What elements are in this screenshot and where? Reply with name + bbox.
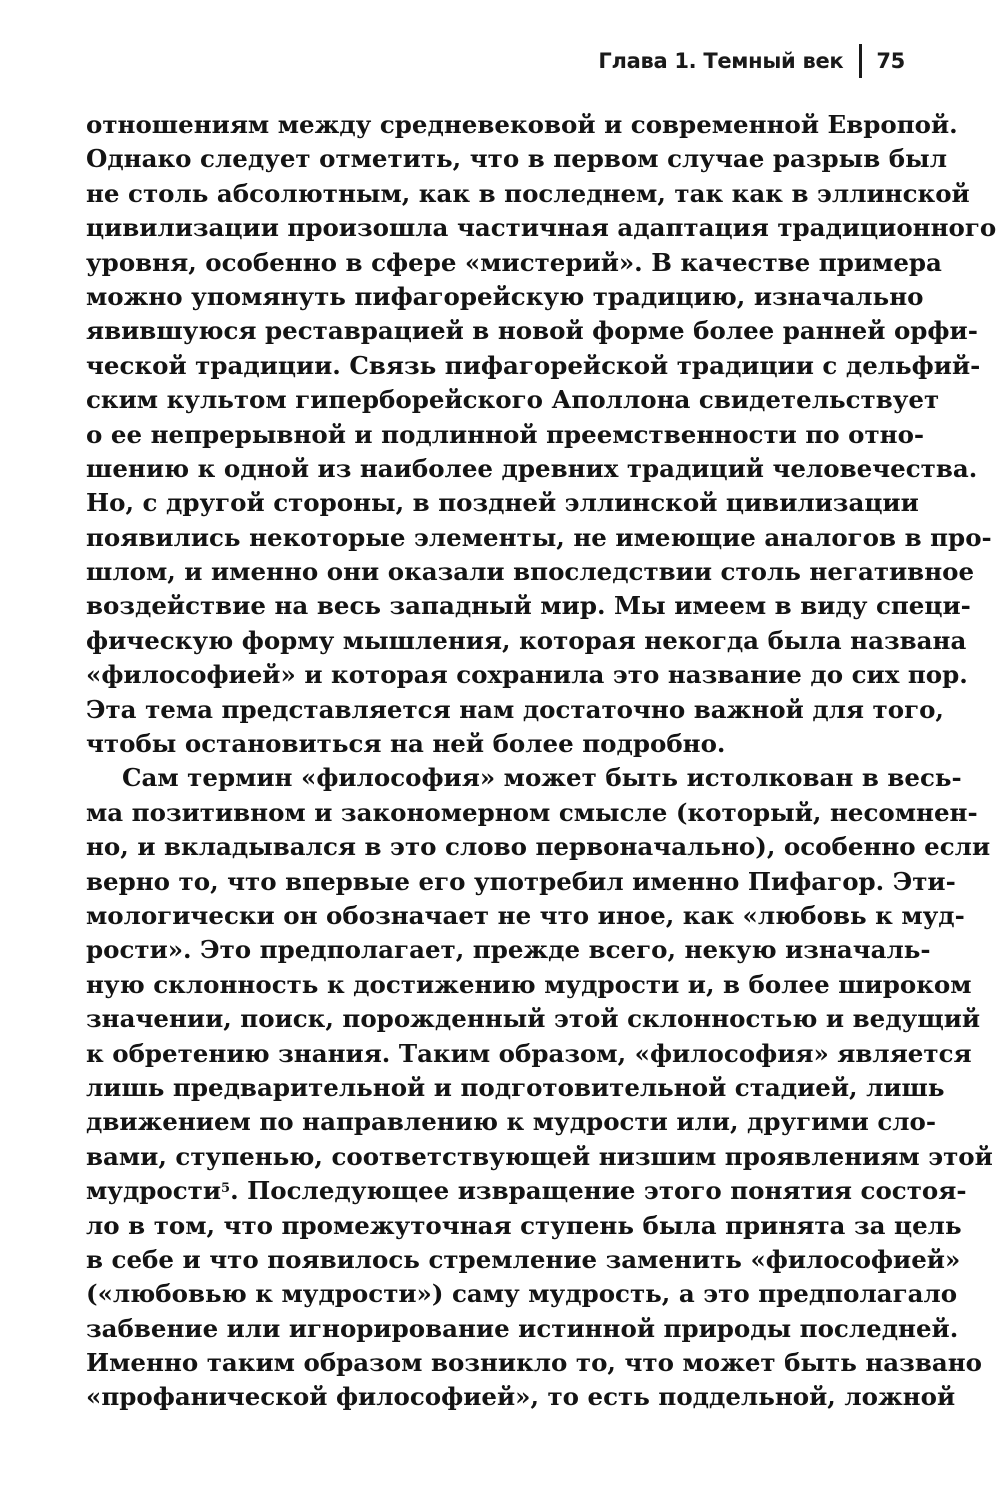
text-line: уровня, особенно в сфере «мистерий». В качестве примера (86, 247, 942, 277)
text-line: забвение или игнорирование истинной природы последней. (86, 1313, 959, 1343)
text-line: Но, с другой стороны, в поздней эллинской цивилизации (86, 488, 919, 518)
text-line: ло в том, что промежуточная ступень была принята за цель (86, 1210, 962, 1240)
text-line: цивилизации произошла частичная адаптация традиционного (86, 213, 997, 243)
text-line: ную склонность к достижению мудрости и, в более широком (86, 969, 972, 999)
text-line: воздействие на весь западный мир. Мы имеем в виду специ- (86, 591, 971, 621)
text-line: «философией» и которая сохранила это название до сих пор. (86, 660, 968, 690)
text-line: ческой традиции. Связь пифагорейской традиции с дельфий- (86, 350, 981, 380)
text-line: шлом, и именно они оказали впоследствии столь негативное (86, 557, 975, 587)
text-line: движением по направлению к мудрости или, другими сло- (86, 1107, 937, 1137)
header-divider (859, 44, 862, 78)
text-line: значении, поиск, порожденный этой склонностью и ведущий (86, 1004, 981, 1034)
page-number: 75 (876, 49, 905, 73)
text-line: лишь предварительной и подготовительной стадией, лишь (86, 1072, 945, 1102)
text-line: к обретению знания. Таким образом, «философия» является (86, 1038, 972, 1068)
text-line: верно то, что впервые его употребил именно Пифагор. Эти- (86, 866, 956, 896)
main-text (86, 108, 997, 1415)
text-line: вами, ступенью, соответствующей низшим проявлениям этой (86, 1141, 993, 1171)
text-line-with-footnote (86, 1174, 967, 1208)
text-line: («любовью к мудрости») саму мудрость, а это предполагало (86, 1279, 958, 1309)
text-line: «профанической философией», то есть поддельной, ложной (86, 1382, 956, 1412)
text-line: Эта тема представляется нам достаточно важной для того, (86, 694, 944, 724)
text-line: Сам термин «философия» может быть истолкован в весь- (122, 763, 962, 793)
text-fragment: . Последующее извращение этого понятия состоя- (230, 1176, 967, 1206)
text-line: мологически он обозначает не что иное, как «любовь к муд- (86, 900, 965, 930)
text-line: можно упомянуть пифагорейскую традицию, изначально (86, 281, 924, 311)
text-line: о ее непрерывной и подлинной преемственности по отно- (86, 419, 925, 449)
text-line: чтобы остановиться на ней более подробно. (86, 729, 726, 759)
text-line: не столь абсолютным, как в последнем, так как в эллинской (86, 178, 970, 208)
text-line: отношениям между средневековой и современной Европой. (86, 110, 958, 139)
text-fragment: мудрости (86, 1176, 222, 1206)
chapter-title: Глава 1. Темный век (598, 49, 844, 73)
text-line: ским культом гиперборейского Аполлона свидетельствует (86, 385, 940, 415)
text-line: появились некоторые элементы, не имеющие аналогов в про- (86, 522, 992, 552)
text-line: ма позитивном и закономерном смысле (который, несомнен- (86, 797, 978, 827)
footnote-marker[interactable]: 5 (221, 1181, 231, 1197)
text-line: Именно таким образом возникло то, что может быть названо (86, 1348, 982, 1378)
text-line: Однако следует отметить, что в первом случае разрыв был (86, 144, 947, 174)
text-line: фическую форму мышления, которая некогда была названа (86, 625, 967, 655)
text-line: явившуюся реставрацией в новой форме более ранней орфи- (86, 316, 978, 346)
text-line: рости». Это предполагает, прежде всего, некую изначаль- (86, 935, 931, 965)
running-header (598, 44, 905, 78)
paragraph-1 (86, 108, 997, 761)
text-line: в себе и что появилось стремление заменить «философией» (86, 1244, 961, 1274)
text-line: но, и вкладывался в это слово первоначально), особенно если (86, 832, 991, 862)
paragraph-2 (86, 761, 993, 1414)
text-line: шению к одной из наиболее древних традиций человечества. (86, 453, 978, 483)
